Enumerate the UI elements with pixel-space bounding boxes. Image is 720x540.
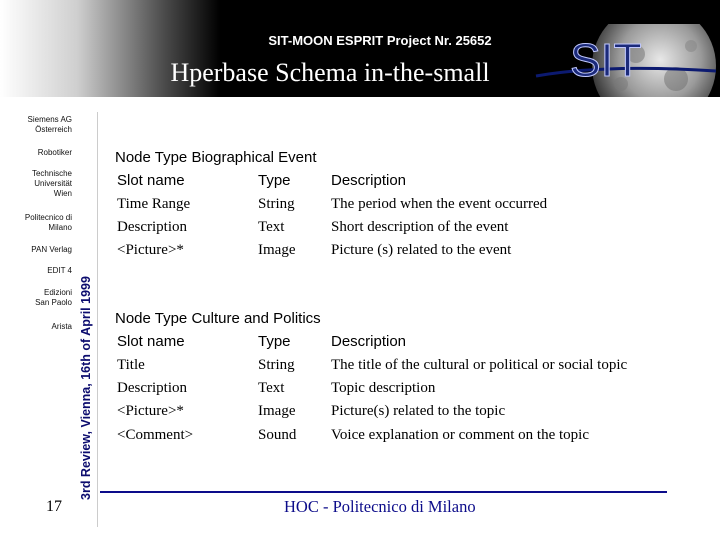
cell-description: Topic description [331, 380, 436, 396]
cell-description: The period when the event occurred [331, 196, 548, 212]
col-header-slot: Slot name [117, 333, 185, 350]
cell-type: Text [258, 219, 285, 235]
cell-type: String [258, 357, 295, 373]
sidebar-divider [97, 112, 98, 527]
sit-moon-logo [526, 24, 720, 97]
table-row [115, 357, 705, 377]
col-header-type: Type [258, 172, 291, 189]
cell-description: Picture(s) related to the topic [331, 403, 506, 419]
table-row [115, 242, 705, 262]
partner-robotiker: Robotiker [37, 148, 72, 157]
partner-polimi: Politecnico di Milano [24, 213, 72, 232]
cell-type: String [258, 196, 295, 212]
cell-slot: Description [117, 380, 187, 396]
project-label: SIT-MOON ESPRIT Project Nr. 25652 [268, 33, 492, 48]
footer-label: HOC - Politecnico di Milano [284, 497, 476, 516]
cell-type: Image [258, 403, 296, 419]
col-header-description: Description [331, 172, 407, 189]
cell-slot: Time Range [117, 196, 191, 212]
col-header-type: Type [258, 333, 291, 350]
cell-slot: Description [117, 219, 187, 235]
slide-title: Hperbase Schema in-the-small [170, 58, 490, 87]
cell-slot: Title [117, 357, 145, 373]
cell-slot: <Comment> [117, 427, 194, 443]
col-header-description: Description [331, 333, 407, 350]
cell-description: Picture (s) related to the event [331, 242, 512, 258]
table-row [115, 427, 705, 447]
header-banner [0, 0, 720, 97]
cell-slot: <Picture>* [117, 242, 184, 258]
section-title: Node Type Biographical Event [115, 149, 317, 166]
partner-san-paolo: Edizioni San Paolo [35, 288, 72, 307]
cell-type: Image [258, 242, 296, 258]
page-number: 17 [46, 498, 62, 515]
cell-description: Short description of the event [331, 219, 509, 235]
cell-slot: <Picture>* [117, 403, 184, 419]
partner-edit4: EDIT 4 [47, 266, 72, 275]
cell-description: Voice explanation or comment on the topic [331, 427, 589, 443]
partner-arista: Arista [51, 322, 72, 331]
review-label: 3rd Review, Vienna, 16th of April 1999 [79, 276, 93, 500]
table-row [115, 219, 705, 239]
partner-tu-wien: Technische Universität Wien [31, 169, 72, 198]
logo-text: SIT [570, 34, 642, 86]
cell-type: Sound [258, 427, 297, 443]
col-header-slot: Slot name [117, 172, 185, 189]
footer-divider [100, 491, 667, 493]
partner-pan-verlag: PAN Verlag [31, 245, 72, 254]
table-row [115, 196, 705, 216]
table-header [115, 333, 705, 353]
table-row [115, 380, 705, 400]
section-title: Node Type Culture and Politics [115, 310, 321, 327]
cell-description: The title of the cultural or political or social topic [331, 357, 628, 373]
table-row [115, 403, 705, 423]
table-header [115, 172, 705, 192]
partner-siemens: Siemens AG Österreich [27, 115, 72, 134]
cell-type: Text [258, 380, 285, 396]
